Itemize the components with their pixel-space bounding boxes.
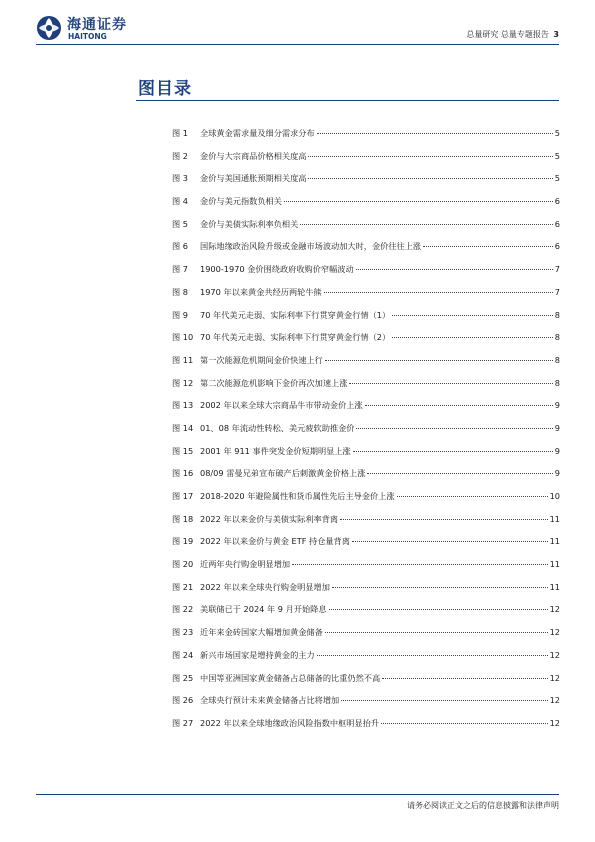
toc-entry-number: 图 14 [172, 422, 194, 433]
toc-leader-dots [329, 609, 548, 610]
toc-entry-number: 图 22 [172, 604, 194, 615]
toc-leader-dots [356, 269, 553, 270]
toc-entry-page: 12 [549, 717, 560, 728]
toc-entry-number: 图 8 [172, 286, 188, 297]
toc-entry-page: 9 [554, 445, 560, 456]
toc-entry-page: 6 [554, 196, 560, 207]
toc-entry-title: 2022 年以来全球地缘政治风险指数中枢明显抬升 [200, 717, 380, 728]
toc-leader-dots [308, 156, 552, 157]
toc-leader-dots [292, 564, 548, 565]
toc-entry[interactable] [172, 582, 560, 605]
toc-entry[interactable] [172, 468, 560, 491]
toc-entry[interactable] [172, 264, 560, 287]
toc-entry-page: 8 [554, 309, 560, 320]
toc-entry-title: 01、08 年流动性转松、美元疲软助推金价 [200, 422, 355, 433]
toc-entry-page: 8 [554, 332, 560, 343]
toc-entry-title: 2022 年以来全球央行购金明显增加 [200, 581, 330, 592]
toc-entry[interactable] [172, 151, 560, 174]
toc-entry-number: 图 16 [172, 468, 194, 479]
toc-entry-title: 美联储已于 2024 年 9 月开始降息 [200, 604, 327, 615]
toc-entry[interactable] [172, 400, 560, 423]
toc-entry-title: 近年来金砖国家大幅增加黄金储备 [200, 627, 323, 638]
toc-leader-dots [317, 133, 553, 134]
footer-disclaimer: 请务必阅读正文之后的信息披露和法律声明 [407, 801, 559, 810]
toc-entry[interactable] [172, 196, 560, 219]
toc-entry-number: 图 3 [172, 173, 188, 184]
toc-entry[interactable] [172, 310, 560, 333]
toc-entry-page: 11 [549, 513, 560, 524]
toc-entry-number: 图 13 [172, 400, 194, 411]
toc-entry[interactable] [172, 604, 560, 627]
toc-entry-number: 图 21 [172, 581, 194, 592]
header-report-type [466, 29, 559, 40]
toc-entry[interactable] [172, 514, 560, 537]
brand-name-en: HAITONG [68, 32, 107, 41]
toc-entry-number: 图 23 [172, 627, 194, 638]
toc-entry[interactable] [172, 650, 560, 673]
toc-entry-title: 新兴市场国家是增持黄金的主力 [200, 649, 315, 660]
toc-entry-title: 2022 年以来金价与美债实际利率背离 [200, 513, 339, 524]
toc-entry-page: 9 [554, 422, 560, 433]
toc-entry-title: 70 年代美元走弱、实际利率下行贯穿黄金行情（1） [200, 309, 391, 320]
toc-entry[interactable] [172, 673, 560, 696]
toc-entry[interactable] [172, 287, 560, 310]
toc-entry[interactable] [172, 536, 560, 559]
toc-leader-dots [382, 678, 547, 679]
toc-entry-number: 图 27 [172, 717, 194, 728]
toc-entry[interactable] [172, 173, 560, 196]
toc-entry-number: 图 5 [172, 218, 188, 229]
toc-entry-title: 中国等亚洲国家黄金储备占总储备的比重仍然不高 [200, 672, 381, 683]
toc-entry-page: 10 [549, 491, 560, 501]
toc-entry[interactable] [172, 695, 560, 718]
toc-entry[interactable] [172, 378, 560, 401]
toc-leader-dots [325, 632, 548, 633]
toc-entry-title: 金价与美元指数负相关 [200, 196, 282, 207]
toc-leader-dots [284, 201, 553, 202]
toc-entry-title: 近两年央行购金明显增加 [200, 559, 291, 570]
toc-entry-page: 12 [549, 627, 560, 638]
toc-entry-number: 图 17 [172, 491, 194, 501]
toc-entry-title: 全球黄金需求量及细分需求分布 [200, 128, 315, 138]
toc-entry-title: 2001 年 911 事件突发金价短期明显上涨 [200, 445, 351, 456]
toc-entry-title: 金价与美国通胀预期相关度高 [200, 173, 307, 184]
toc-entry-number: 图 25 [172, 672, 194, 683]
toc-leader-dots [423, 246, 553, 247]
toc-leader-dots [341, 700, 547, 701]
toc-leader-dots [332, 587, 548, 588]
toc-entry[interactable] [172, 128, 560, 151]
toc-leader-dots [392, 315, 553, 316]
toc-entry-page: 12 [549, 695, 560, 706]
toc-entry-page: 6 [554, 241, 560, 252]
toc-entry-number: 图 1 [172, 128, 188, 138]
toc-entry[interactable] [172, 627, 560, 650]
toc-entry-number: 图 2 [172, 150, 188, 161]
toc-entry-title: 1900-1970 金价围绕政府收购价窄幅波动 [200, 264, 354, 275]
toc-entry-number: 图 9 [172, 309, 188, 320]
title-divider [136, 100, 559, 101]
toc-entry-number: 图 19 [172, 536, 194, 547]
toc-entry[interactable] [172, 718, 560, 741]
toc-entry-page: 11 [549, 581, 560, 592]
toc-entry-title: 08/09 雷曼兄弟宣布破产后刺激黄金价格上涨 [200, 468, 366, 479]
toc-leader-dots [381, 723, 548, 724]
figure-list [172, 128, 560, 741]
toc-leader-dots [367, 473, 552, 474]
toc-entry-title: 全球央行预计未来黄金储备占比将增加 [200, 695, 340, 706]
brand-name-cn: 海通证券 [67, 17, 127, 33]
page-title: 图目录 [138, 79, 192, 99]
toc-entry-page: 11 [549, 536, 560, 547]
toc-entry-title: 70 年代美元走弱、实际利率下行贯穿黄金行情（2） [200, 332, 391, 343]
toc-leader-dots [300, 224, 553, 225]
toc-entry-page: 11 [549, 559, 560, 570]
toc-entry[interactable] [172, 446, 560, 469]
toc-leader-dots [356, 428, 552, 429]
toc-entry-title: 第二次能源危机影响下金价再次加速上涨 [200, 377, 348, 388]
toc-leader-dots [325, 360, 553, 361]
toc-entry-page: 7 [554, 286, 560, 297]
toc-entry[interactable] [172, 355, 560, 378]
toc-entry-title: 2018-2020 年避险属性和货币属性先后主导金价上涨 [200, 491, 395, 501]
toc-entry-number: 图 15 [172, 445, 194, 456]
toc-entry-title: 2002 年以来全球大宗商品牛市带动金价上涨 [200, 400, 363, 411]
toc-entry-number: 图 7 [172, 264, 188, 275]
toc-entry-page: 9 [554, 468, 560, 479]
toc-leader-dots [317, 655, 548, 656]
toc-leader-dots [324, 292, 553, 293]
toc-entry[interactable] [172, 241, 560, 264]
toc-entry-number: 图 10 [172, 332, 194, 343]
toc-entry[interactable] [172, 219, 560, 242]
toc-entry-title: 第一次能源危机期间金价快速上行 [200, 354, 323, 365]
toc-entry-title: 金价与美债实际利率负相关 [200, 218, 299, 229]
toc-entry-title: 1970 年以来黄金共经历两轮牛熊 [200, 286, 322, 297]
toc-entry-page: 5 [554, 128, 560, 138]
toc-entry-page: 8 [554, 377, 560, 388]
haitong-logo-icon [36, 15, 62, 41]
header-divider [36, 44, 559, 45]
toc-entry-number: 图 26 [172, 695, 194, 706]
toc-leader-dots [353, 451, 553, 452]
toc-leader-dots [352, 541, 548, 542]
toc-entry-page: 12 [549, 649, 560, 660]
toc-entry-page: 12 [549, 604, 560, 615]
toc-leader-dots [308, 178, 552, 179]
toc-entry-number: 图 12 [172, 377, 194, 388]
toc-entry-title: 2022 年以来金价与黄金 ETF 持仓量背离 [200, 536, 350, 547]
toc-entry[interactable] [172, 332, 560, 355]
page-number: 3 [553, 30, 559, 39]
toc-entry-page: 5 [554, 173, 560, 184]
toc-entry-number: 图 24 [172, 649, 194, 660]
toc-entry-page: 5 [554, 150, 560, 161]
footer-divider [36, 794, 559, 795]
page-header [0, 0, 595, 50]
toc-entry-page: 6 [554, 218, 560, 229]
toc-entry-title: 国际地缘政治风险升级或金融市场波动加大时，金价往往上涨 [200, 241, 422, 252]
toc-leader-dots [397, 496, 548, 497]
toc-entry[interactable] [172, 491, 560, 514]
toc-entry[interactable] [172, 423, 560, 446]
toc-entry-page: 12 [549, 672, 560, 683]
toc-entry[interactable] [172, 559, 560, 582]
toc-entry-page: 7 [554, 264, 560, 275]
toc-entry-number: 图 11 [172, 354, 194, 365]
toc-entry-page: 9 [554, 400, 560, 411]
toc-entry-number: 图 20 [172, 559, 194, 570]
toc-entry-number: 图 6 [172, 241, 188, 252]
toc-entry-title: 金价与大宗商品价格相关度高 [200, 150, 307, 161]
toc-entry-number: 图 18 [172, 513, 194, 524]
toc-entry-page: 8 [554, 354, 560, 365]
toc-leader-dots [349, 383, 552, 384]
toc-leader-dots [365, 405, 553, 406]
toc-entry-number: 图 4 [172, 196, 188, 207]
header-category: 总量研究 总量专题报告 [466, 30, 549, 39]
toc-leader-dots [392, 337, 553, 338]
toc-leader-dots [340, 519, 548, 520]
